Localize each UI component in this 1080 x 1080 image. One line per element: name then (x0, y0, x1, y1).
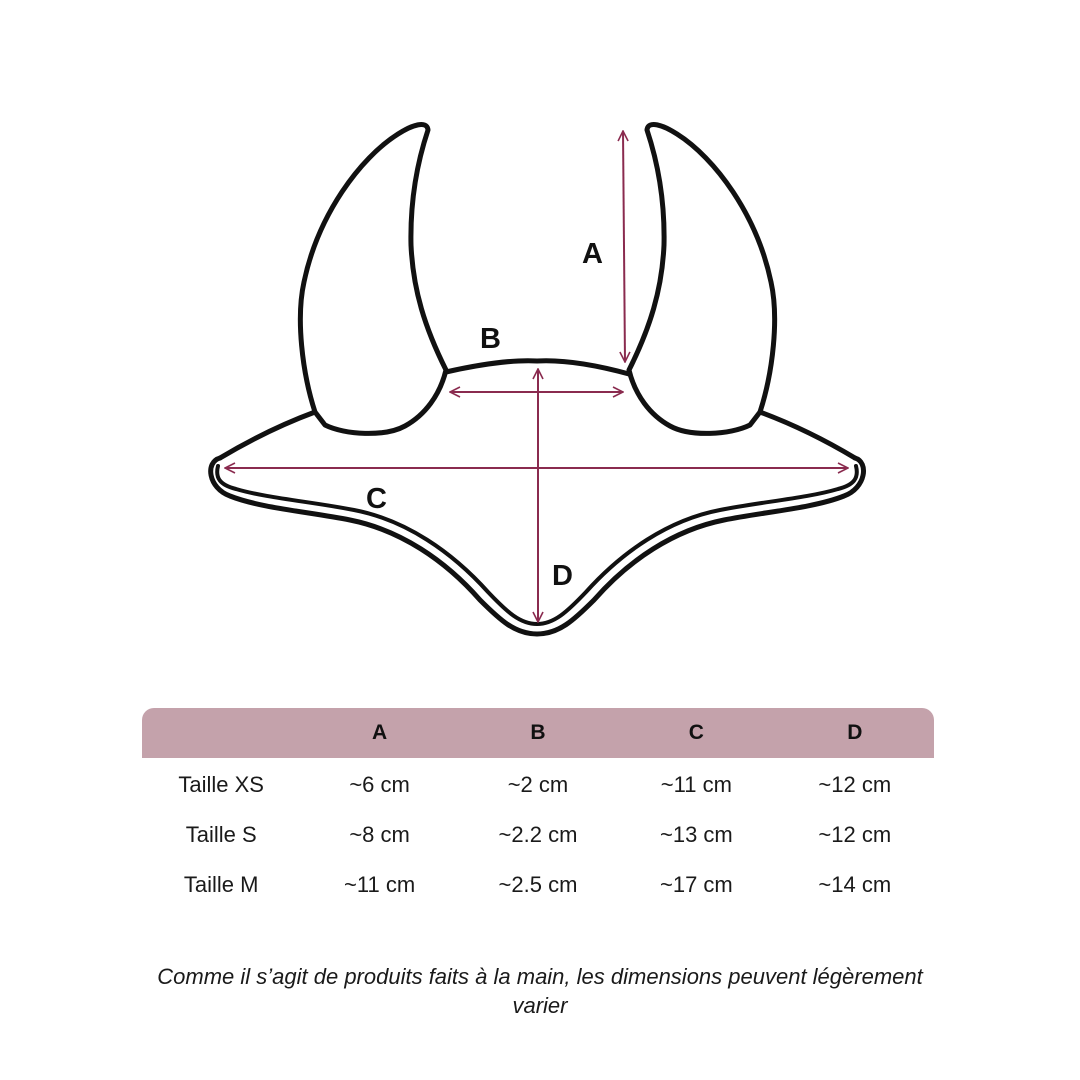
table-row (142, 758, 934, 810)
value-a: ~11 cm (344, 872, 416, 897)
value-b: ~2 cm (507, 772, 569, 797)
dimension-a-label: A (582, 238, 603, 270)
dimension-d-label: D (552, 560, 573, 592)
right-ear-outline (629, 124, 775, 433)
header-c: C (617, 708, 775, 758)
table-row (142, 810, 934, 860)
header-b: B (459, 708, 617, 758)
header-a: A (300, 708, 458, 758)
value-a: ~8 cm (349, 822, 410, 847)
right-strap-outline (760, 412, 855, 458)
left-ear-outline (300, 124, 446, 433)
value-b: ~2.2 cm (498, 822, 578, 847)
value-c: ~11 cm (660, 772, 732, 797)
size-table-header (142, 708, 934, 758)
value-d: ~12 cm (818, 822, 892, 847)
value-b: ~2.5 cm (498, 872, 578, 897)
size-name: Taille M (183, 872, 259, 897)
header-d: D (776, 708, 934, 758)
value-c: ~13 cm (659, 822, 733, 847)
value-c: ~17 cm (659, 872, 733, 897)
size-name: Taille S (185, 822, 257, 847)
value-d: ~14 cm (818, 872, 892, 897)
dimension-b-label: B (480, 323, 501, 355)
dimension-a-arrow (623, 131, 625, 362)
dimension-c-label: C (366, 483, 387, 515)
handmade-disclaimer: Comme il s’agit de produits faits à la main, les dimensions peuvent légèrement varier (157, 964, 923, 1018)
table-row (142, 860, 934, 910)
size-name: Taille XS (178, 772, 264, 797)
value-d: ~12 cm (818, 772, 892, 797)
header-size (142, 708, 300, 758)
left-strap-outline (220, 412, 315, 458)
value-a: ~6 cm (349, 772, 410, 797)
size-table (142, 708, 934, 910)
